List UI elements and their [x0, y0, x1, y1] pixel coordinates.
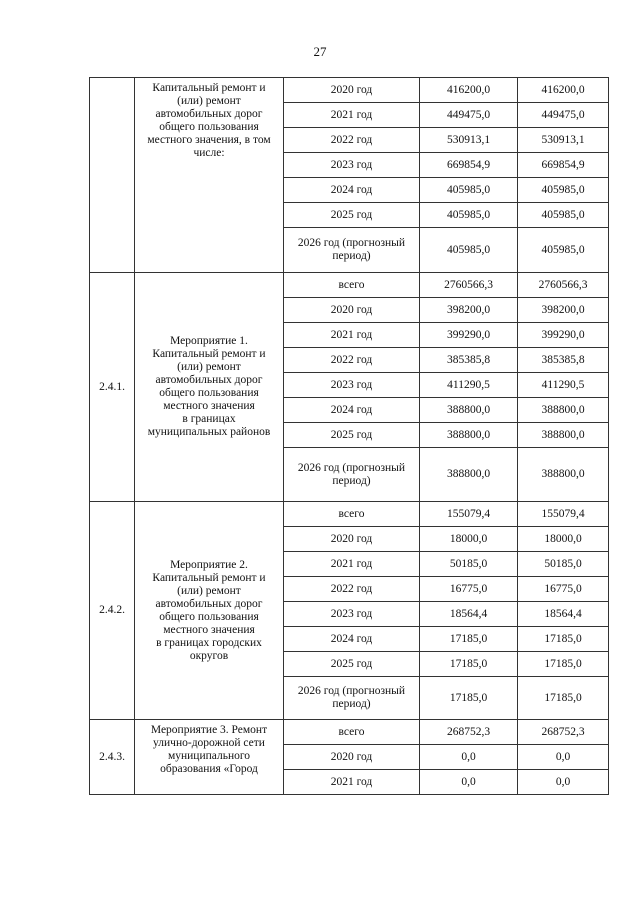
measure-name-cell	[135, 502, 284, 720]
name-line: Мероприятие 1.	[170, 335, 248, 347]
measure-name-cell	[135, 720, 284, 795]
table-row	[90, 502, 609, 527]
value-cell: 405985,0	[420, 228, 518, 273]
table-row	[90, 78, 609, 103]
period-cell: 2023 год	[284, 153, 420, 178]
value-cell: 50185,0	[518, 552, 609, 577]
value-cell: 405985,0	[420, 203, 518, 228]
period-cell: 2025 год	[284, 652, 420, 677]
value-cell: 411290,5	[518, 373, 609, 398]
value-cell: 530913,1	[420, 128, 518, 153]
value-cell: 399290,0	[420, 323, 518, 348]
period-cell: 2024 год	[284, 398, 420, 423]
period-cell: 2021 год	[284, 770, 420, 795]
period-cell: 2020 год	[284, 78, 420, 103]
period-cell: всего	[284, 720, 420, 745]
value-cell: 18564,4	[518, 602, 609, 627]
period-cell: 2023 год	[284, 602, 420, 627]
period-cell: 2026 год (прогнозный период)	[284, 228, 420, 273]
value-cell: 449475,0	[420, 103, 518, 128]
value-cell: 17185,0	[420, 627, 518, 652]
value-cell: 50185,0	[420, 552, 518, 577]
period-cell: всего	[284, 273, 420, 298]
value-cell: 17185,0	[518, 627, 609, 652]
name-line: Капитальный ремонт и	[152, 571, 266, 584]
value-cell: 17185,0	[420, 652, 518, 677]
value-cell: 0,0	[420, 745, 518, 770]
name-line: автомобильных дорог	[155, 108, 263, 120]
name-line: округов	[189, 649, 229, 662]
value-cell: 0,0	[420, 770, 518, 795]
code-cell: 2.4.2.	[90, 502, 135, 720]
value-cell: 405985,0	[518, 203, 609, 228]
value-cell: 669854,9	[420, 153, 518, 178]
period-cell: 2023 год	[284, 373, 420, 398]
page-number: 27	[313, 44, 327, 59]
period-cell: 2020 год	[284, 298, 420, 323]
budget-table	[89, 77, 609, 795]
period-cell: 2022 год	[284, 577, 420, 602]
name-line: общего пользования	[159, 387, 259, 399]
value-cell: 17185,0	[518, 677, 609, 720]
code-cell: 2.4.3.	[90, 720, 135, 795]
code-cell: 2.4.1.	[90, 273, 135, 502]
name-line: местного значения, в том	[147, 134, 271, 146]
name-line: в границах городских	[156, 636, 262, 649]
table-body	[90, 78, 609, 795]
value-cell: 411290,5	[420, 373, 518, 398]
name-line: Капитальный ремонт и	[152, 82, 266, 94]
measure-name-cell	[135, 273, 284, 502]
value-cell: 16775,0	[420, 577, 518, 602]
value-cell: 388800,0	[518, 423, 609, 448]
name-line: в границах	[182, 413, 236, 425]
value-cell: 405985,0	[420, 178, 518, 203]
name-line: муниципального	[167, 750, 251, 762]
period-cell: 2024 год	[284, 627, 420, 652]
value-cell: 669854,9	[518, 153, 609, 178]
value-cell: 398200,0	[420, 298, 518, 323]
value-cell: 388800,0	[518, 448, 609, 502]
value-cell: 388800,0	[518, 398, 609, 423]
value-cell: 17185,0	[420, 677, 518, 720]
name-line: (или) ремонт	[177, 584, 241, 597]
period-cell: 2026 год (прогнозный период)	[284, 448, 420, 502]
name-line: Капитальный ремонт и	[152, 348, 266, 360]
value-cell: 2760566,3	[420, 273, 518, 298]
value-cell: 18000,0	[518, 527, 609, 552]
value-cell: 388800,0	[420, 423, 518, 448]
value-cell: 399290,0	[518, 323, 609, 348]
period-cell: 2024 год	[284, 178, 420, 203]
name-line: (или) ремонт	[177, 361, 241, 373]
value-cell: 388800,0	[420, 398, 518, 423]
value-cell: 385385,8	[420, 348, 518, 373]
name-line: улично-дорожной сети	[153, 737, 265, 749]
period-cell: 2025 год	[284, 423, 420, 448]
value-cell: 155079,4	[518, 502, 609, 527]
name-line: местного значения	[163, 623, 255, 636]
table-row	[90, 720, 609, 745]
name-line: общего пользования	[159, 610, 259, 623]
value-cell: 388800,0	[420, 448, 518, 502]
period-cell: 2022 год	[284, 348, 420, 373]
value-cell: 398200,0	[518, 298, 609, 323]
value-cell: 405985,0	[518, 178, 609, 203]
name-line: муниципальных районов	[147, 426, 271, 438]
value-cell: 416200,0	[518, 78, 609, 103]
period-cell: 2021 год	[284, 103, 420, 128]
period-cell: 2020 год	[284, 527, 420, 552]
value-cell: 416200,0	[420, 78, 518, 103]
value-cell: 18000,0	[420, 527, 518, 552]
value-cell: 17185,0	[518, 652, 609, 677]
value-cell: 16775,0	[518, 577, 609, 602]
value-cell: 405985,0	[518, 228, 609, 273]
value-cell: 155079,4	[420, 502, 518, 527]
value-cell: 268752,3	[518, 720, 609, 745]
value-cell: 268752,3	[420, 720, 518, 745]
name-line: (или) ремонт	[177, 95, 241, 107]
period-cell: 2026 год (прогнозный период)	[284, 677, 420, 720]
name-line: автомобильных дорог	[155, 597, 263, 610]
value-cell: 449475,0	[518, 103, 609, 128]
table-row	[90, 273, 609, 298]
value-cell: 385385,8	[518, 348, 609, 373]
value-cell: 18564,4	[420, 602, 518, 627]
name-line: местного значения	[163, 400, 255, 412]
period-cell: 2021 год	[284, 323, 420, 348]
name-line: автомобильных дорог	[155, 374, 263, 386]
code-cell	[90, 78, 135, 273]
value-cell: 530913,1	[518, 128, 609, 153]
period-cell: 2020 год	[284, 745, 420, 770]
period-cell: 2022 год	[284, 128, 420, 153]
period-cell: 2021 год	[284, 552, 420, 577]
value-cell: 0,0	[518, 745, 609, 770]
value-cell: 0,0	[518, 770, 609, 795]
name-line: Мероприятие 2.	[170, 558, 248, 571]
name-line: образования «Город	[160, 763, 258, 775]
name-line: общего пользования	[159, 121, 259, 133]
period-cell: всего	[284, 502, 420, 527]
period-cell: 2025 год	[284, 203, 420, 228]
name-line: Мероприятие 3. Ремонт	[150, 724, 268, 736]
measure-name-cell	[135, 78, 284, 273]
value-cell: 2760566,3	[518, 273, 609, 298]
name-line: числе:	[193, 147, 225, 159]
